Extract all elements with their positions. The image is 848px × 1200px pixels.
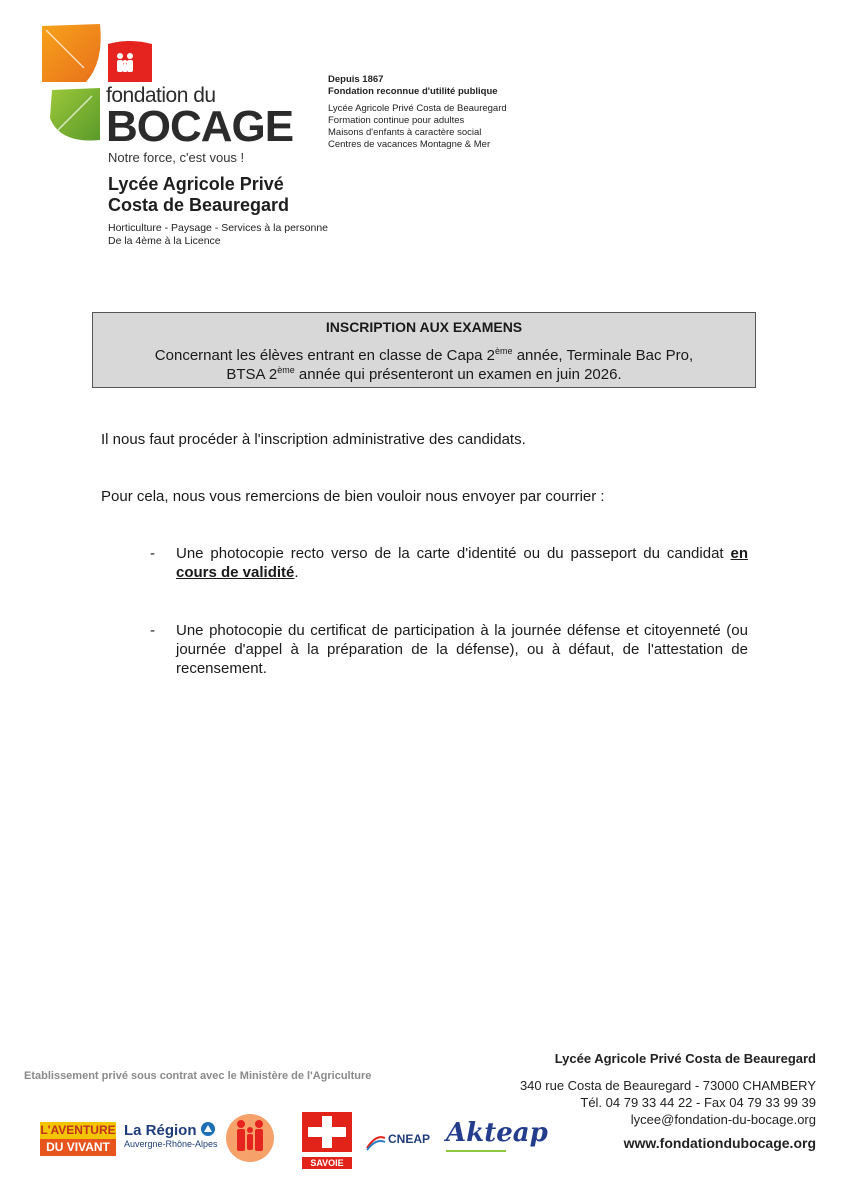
brand-slogan: Notre force, c'est vous !: [108, 150, 245, 165]
title-text: année, Terminale Bac Pro,: [512, 347, 694, 364]
list-item: [150, 544, 748, 582]
info-line: Lycée Agricole Privé Costa de Beauregard: [328, 103, 507, 114]
region-triangle-icon: [201, 1122, 215, 1136]
savoie-label: SAVOIE: [302, 1157, 352, 1169]
fondation-emblem-logo: [224, 1112, 276, 1164]
info-line: Formation continue pour adultes: [328, 115, 465, 126]
contact-website[interactable]: www.fondationdubocage.org: [623, 1135, 816, 1151]
info-recognition: Fondation reconnue d'utilité publique: [328, 86, 498, 97]
paragraph-intro: Il nous faut procéder à l'inscription administrative des candidats.: [101, 431, 526, 448]
region-title-text: La Région: [124, 1122, 197, 1139]
contact-phone: Tél. 04 79 33 44 22 - Fax 04 79 33 99 39: [580, 1095, 816, 1110]
document-title: INSCRIPTION AUX EXAMENS: [325, 319, 523, 335]
fondation-logo: [40, 22, 320, 168]
region-sub: Auvergne-Rhône-Alpes: [124, 1139, 218, 1149]
list-item: [150, 621, 748, 678]
contact-block: [520, 1050, 816, 1152]
contact-name: Lycée Agricole Privé Costa de Beauregard: [554, 1051, 816, 1066]
bullet-emphasis: en cours de validité: [176, 545, 748, 581]
foundation-info: [328, 74, 507, 151]
bullet-text: Une photocopie du certificat de participation à la journée défense et citoyenneté (ou journée d'appel à la préparation de la défense), ou à défaut, de l'attestation de recensement.: [176, 622, 748, 677]
cneap-swoosh-icon: [366, 1132, 386, 1152]
info-line: Maisons d'enfants à caractère social: [328, 127, 482, 138]
school-sub-line: Horticulture - Paysage - Services à la personne: [108, 222, 329, 234]
title-sup: ème: [495, 346, 513, 356]
savoie-cross-icon: [302, 1112, 352, 1152]
title-text: BTSA 2: [226, 366, 278, 383]
info-since: Depuis 1867: [328, 74, 384, 85]
title-sup: ème: [277, 365, 295, 375]
bullet-text: .: [294, 564, 299, 581]
title-description: [93, 346, 755, 384]
savoie-logo: [302, 1112, 352, 1168]
info-line: Centres de vacances Montagne & Mer: [328, 139, 491, 150]
family-emblem-icon: [224, 1112, 276, 1164]
school-block: [108, 174, 328, 248]
bullet-dash: -: [150, 545, 155, 562]
title-box: [92, 312, 756, 388]
school-name-line: Lycée Agricole Privé: [108, 174, 284, 194]
school-sub-line: De la 4ème à la Licence: [108, 235, 221, 247]
contact-email[interactable]: lycee@fondation-du-bocage.org: [630, 1112, 816, 1127]
paragraph-request: Pour cela, nous vous remercions de bien vouloir nous envoyer par courrier :: [101, 488, 605, 505]
title-text: année qui présenteront un examen en juin 2026.: [294, 366, 622, 383]
bullet-dash: -: [150, 622, 155, 639]
title-text: Concernant les élèves entrant en classe de Capa 2: [154, 347, 496, 364]
aventure-bottom: DU VIVANT: [40, 1139, 116, 1156]
cneap-label: CNEAP: [388, 1132, 431, 1146]
aventure-top: L'AVENTURE: [40, 1123, 116, 1137]
akteap-label: Akteap: [446, 1118, 548, 1148]
ministry-notice: Etablissement privé sous contrat avec le Ministère de l'Agriculture: [24, 1070, 372, 1082]
bullet-text: Une photocopie recto verso de la carte d'identité ou du passeport du candidat: [176, 545, 731, 562]
school-name-line: Costa de Beauregard: [108, 195, 290, 215]
region-logo: [124, 1112, 220, 1164]
region-title: [124, 1122, 220, 1139]
aventure-du-vivant-logo: [40, 1112, 116, 1164]
akteap-logo: [446, 1112, 548, 1164]
brand-line-2: BOCAGE: [106, 102, 294, 151]
cneap-logo: [366, 1112, 436, 1164]
brand-line-1: fondation du: [106, 84, 216, 107]
contact-address: 340 rue Costa de Beauregard - 73000 CHAMBERY: [519, 1078, 816, 1093]
akteap-underline: [446, 1150, 506, 1152]
